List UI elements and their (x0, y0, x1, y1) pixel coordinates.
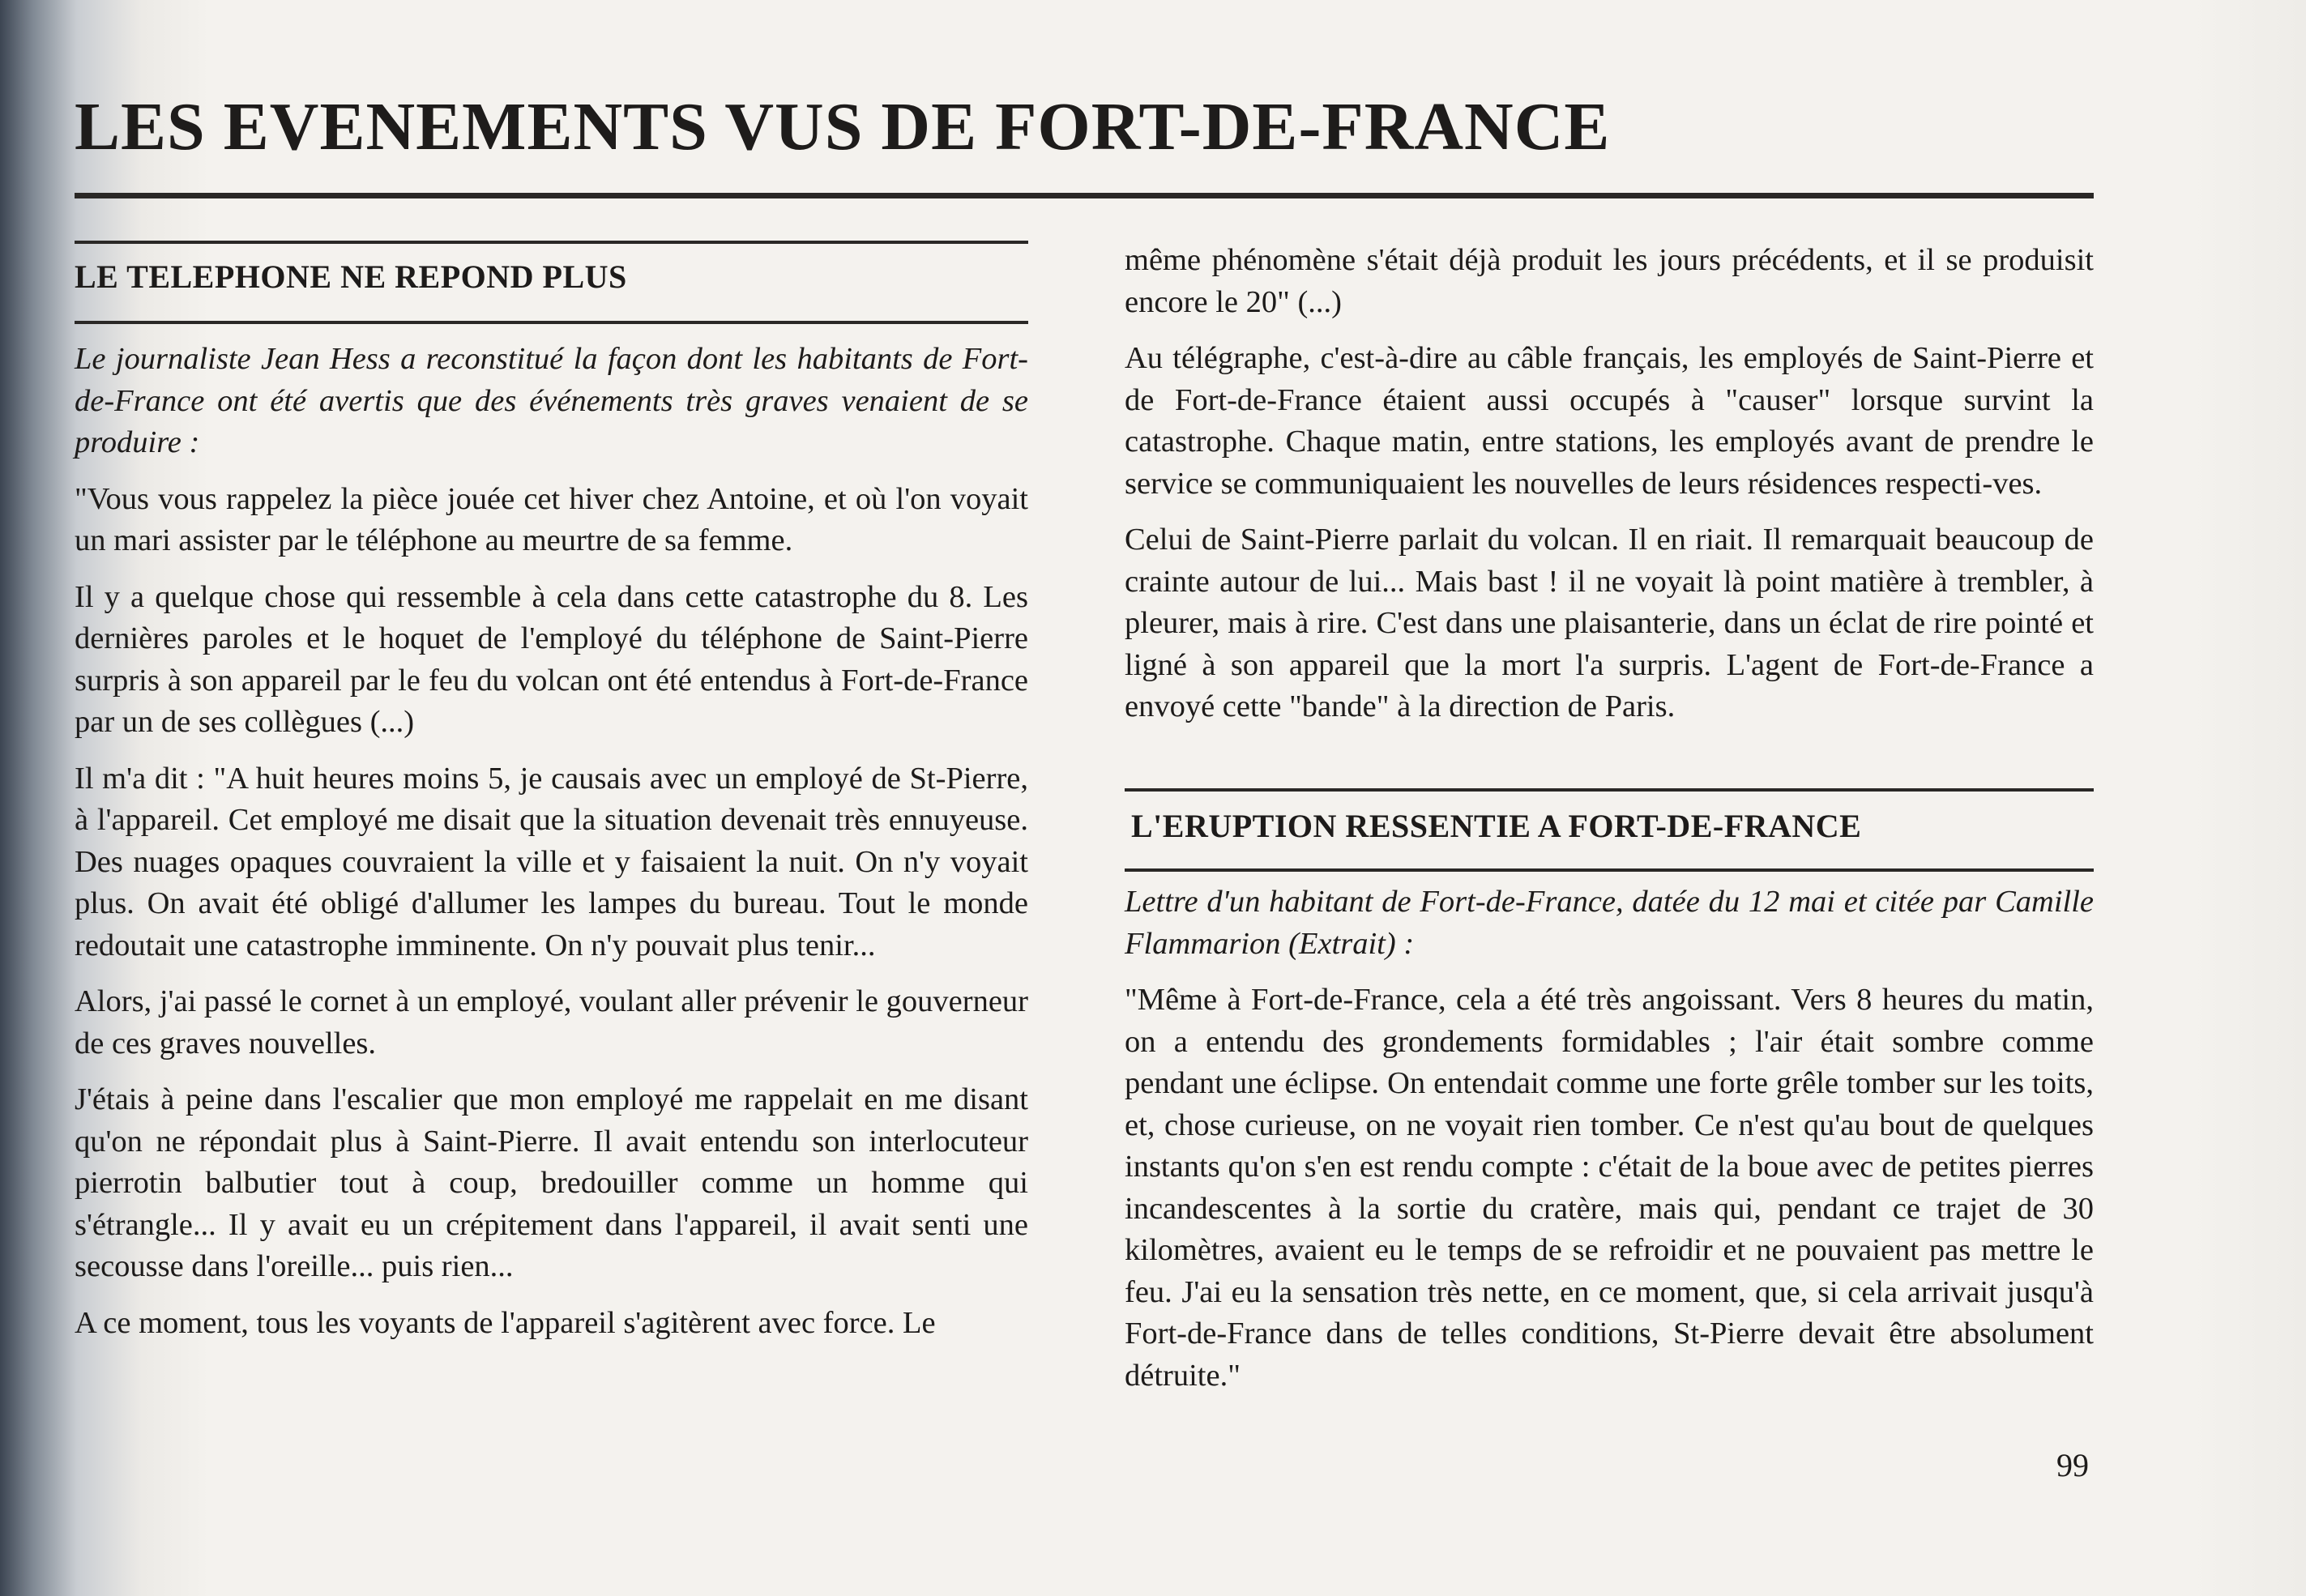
left-paragraph: "Vous vous rappelez la pièce jouée cet hiver chez Antoine, et où l'on voyait un mari assister par le téléphone au meurtre de sa femme. (75, 481, 1028, 557)
right-heading-bottom-rule (1125, 868, 2094, 872)
right-paragraph: Au télégraphe, c'est-à-dire au câble français, les employés de Saint-Pierre et de Fort-de-France étaient aussi occupés à "causer" lorsque survint la catastrophe. Chaque matin, entre stations, les employés avant de prendre le service se communiquaient les nouvelles de leurs résidences respecti-ves. (1125, 341, 2094, 501)
left-paragraph: Il y a quelque chose qui ressemble à cela dans cette catastrophe du 8. Les dernières paroles et le hoquet de l'employé du téléphone de Saint-Pierre surpris à son appareil par le feu du volcan ont été entendus à Fort-de-France par un de ses collègues (...) (75, 579, 1028, 739)
right-column-lower (1125, 881, 2094, 1411)
left-column (75, 339, 1028, 1359)
right-heading-top-rule (1125, 788, 2094, 792)
left-heading-bottom-rule (75, 321, 1028, 324)
left-paragraph: Il m'a dit : "A huit heures moins 5, je causais avec un employé de St-Pierre, à l'appareil. Cet employé me disait que la situation devenait très ennuyeuse. Des nuages opaques couvraient la ville et y faisaient la nuit. On n'y voyait plus. On avait été obligé d'allumer les lampes du bureau. Tout le monde redoutait une catastrophe imminente. On n'y pouvait plus tenir... (75, 761, 1028, 962)
page-number: 99 (2056, 1447, 2089, 1483)
left-section-heading: LE TELEPHONE NE REPOND PLUS (75, 258, 627, 295)
left-intro: Le journaliste Jean Hess a reconstitué la façon dont les habitants de Fort-de-France ont été avertis que des événements très graves venaient de se produire : (75, 342, 1028, 459)
left-paragraph: Alors, j'ai passé le cornet à un employé, voulant aller prévenir le gouverneur de ces graves nouvelles. (75, 984, 1028, 1060)
right-quote: "Même à Fort-de-France, cela a été très angoissant. Vers 8 heures du matin, on a entendu des grondements formidables ; l'air était sombre comme pendant une éclipse. On entendait comme une forte grêle tomber sur les toits, et, chose curieuse, on ne voyait rien tomber. Ce n'est qu'au bout de quelques instants qu'on s'en est rendu compte : c'était de la boue avec de petites pierres incandescentes à la sortie du cratère, mais qui, pendant ce trajet de 30 kilomètres, avaient eu le temps de se refroidir et ne pouvaient pas mettre le feu. J'ai eu la sensation très nette, en ce moment, que, si cela arrivait jusqu'à Fort-de-France dans de telles conditions, St-Pierre devait être absolument détruite." (1125, 983, 2094, 1393)
right-column-upper (1125, 240, 2094, 743)
page-title: LES EVENEMENTS VUS DE FORT-DE-FRANCE (75, 89, 1611, 164)
title-rule (75, 193, 2094, 198)
right-paragraph: Celui de Saint-Pierre parlait du volcan. Il en riait. Il remarquait beaucoup de crainte autour de lui... Mais bast ! il ne voyait là point matière à trembler, à pleurer, mais à rire. C'est dans une plaisanterie, dans un éclat de rire pointé et ligné à son appareil que la mort l'a surpris. L'agent de Fort-de-France a envoyé cette "bande" à la direction de Paris. (1125, 523, 2094, 723)
left-heading-top-rule (75, 241, 1028, 244)
right-paragraph: même phénomène s'était déjà produit les jours précédents, et il se produisit encore le 20" (...) (1125, 243, 2094, 319)
left-paragraph: A ce moment, tous les voyants de l'appareil s'agitèrent avec force. Le (75, 1305, 936, 1340)
right-intro: Lettre d'un habitant de Fort-de-France, datée du 12 mai et citée par Camille Flammarion (Extrait) : (1125, 885, 2094, 961)
right-section-heading: L'ERUPTION RESSENTIE A FORT-DE-FRANCE (1131, 808, 1862, 844)
left-paragraph: J'étais à peine dans l'escalier que mon employé me rappelait en me disant qu'on ne répondait plus à Saint-Pierre. Il avait entendu son interlocuteur pierrotin balbutier tout à coup, bredouiller comme un homme qui s'étrangle... Il y avait eu un crépitement dans l'appareil, il avait senti une secousse dans l'oreille... puis rien... (75, 1082, 1028, 1283)
